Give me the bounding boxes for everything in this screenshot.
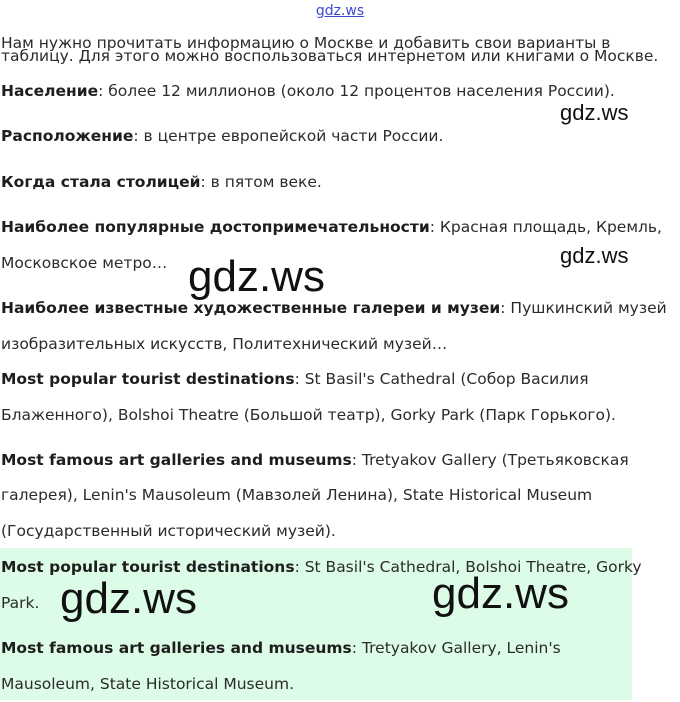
row-text: : Tretyakov Gallery, Lenin's — [351, 639, 561, 657]
row-label: Most famous art galleries and museums — [1, 451, 352, 469]
intro-line-2: таблицу. Для этого можно воспользоваться интернетом или книгами о Москве. — [1, 47, 659, 65]
row-sights-ru-cont: Московское метро… — [1, 254, 168, 272]
row-text: : в пятом веке. — [200, 173, 322, 191]
row-text: : St Basil's Cathedral (Собор Василия — [294, 370, 589, 388]
row-text: : Пушкинский музей — [500, 299, 667, 317]
row-capital-since — [1, 164, 322, 200]
row-label: Население — [1, 82, 99, 100]
row-galleries-en-cont: галерея), Lenin's Mausoleum (Мавзолей Ленина), State Historical Museum — [1, 486, 593, 504]
answer-destinations-cont: Park. — [1, 594, 40, 612]
row-galleries-en-cont2: (Государственный исторический музей). — [1, 522, 336, 540]
row-text: : Tretyakov Gallery (Третьяковская — [351, 451, 629, 469]
row-museums-ru — [1, 290, 667, 326]
row-text: : более 12 миллионов (около 12 процентов населения России). — [98, 82, 615, 100]
answer-galleries — [1, 630, 561, 666]
row-destinations-en-cont: Блаженного), Bolshoi Theatre (Большой театр), Gorky Park (Парк Горького). — [1, 406, 616, 424]
row-label: Most popular tourist destinations — [1, 558, 295, 576]
row-label: Когда стала столицей — [1, 173, 201, 191]
row-label: Most famous art galleries and museums — [1, 639, 352, 657]
row-museums-ru-cont: изобразительных искусств, Политехнический музей… — [1, 335, 448, 353]
row-text: : Красная площадь, Кремль, — [429, 218, 662, 236]
answer-galleries-cont: Mausoleum, State Historical Museum. — [1, 675, 295, 693]
row-text: : в центре европейской части России. — [133, 127, 444, 145]
row-population — [1, 73, 615, 109]
watermark-link[interactable]: gdz.ws — [315, 3, 365, 19]
watermark: gdz.ws — [560, 243, 629, 268]
row-galleries-en — [1, 442, 629, 478]
row-label: Наиболее известные художественные галереи и музеи — [1, 299, 501, 317]
row-location — [1, 118, 443, 154]
row-text: : St Basil's Cathedral, Bolshoi Theatre, Gorky — [294, 558, 642, 576]
row-label: Most popular tourist destinations — [1, 370, 295, 388]
watermark: gdz.ws — [188, 252, 325, 301]
watermark: gdz.ws — [432, 569, 569, 618]
row-label: Расположение — [1, 127, 134, 145]
row-label: Наиболее популярные достопримечательности — [1, 218, 430, 236]
row-sights-ru — [1, 209, 662, 245]
row-destinations-en — [1, 361, 589, 397]
intro-line: Нам нужно прочитать информацию о Москве и добавить свои варианты в — [1, 34, 611, 52]
watermark: gdz.ws — [60, 574, 197, 623]
watermark: gdz.ws — [560, 100, 629, 125]
